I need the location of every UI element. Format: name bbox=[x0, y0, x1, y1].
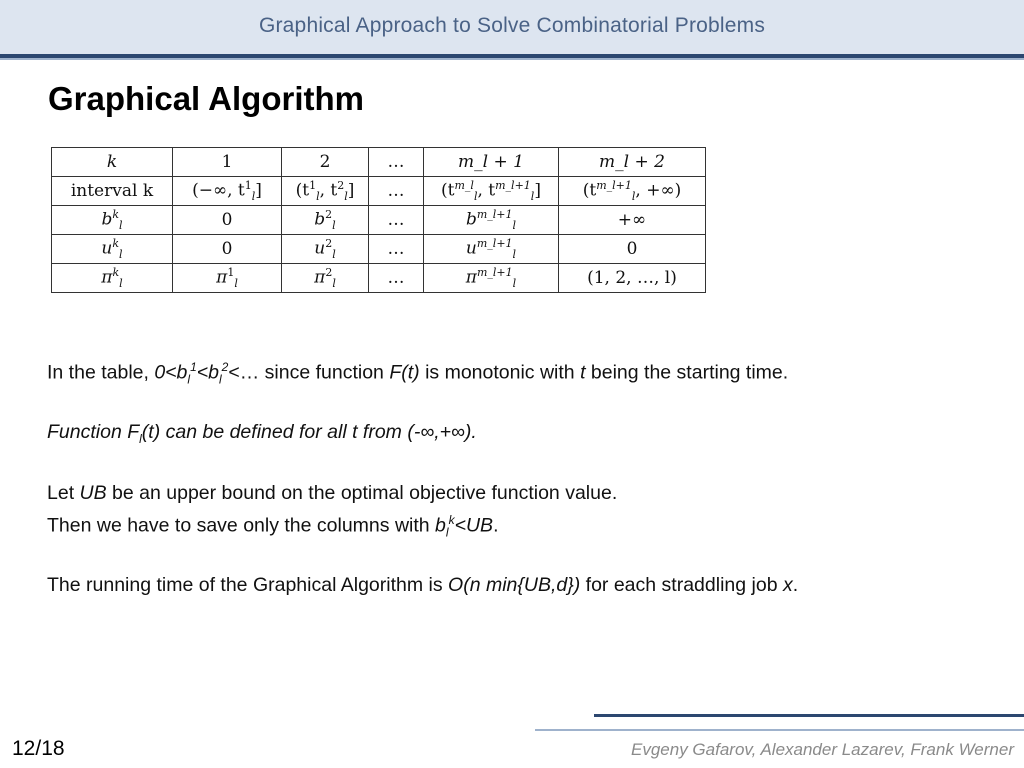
table-row bbox=[52, 148, 706, 177]
table-row bbox=[52, 264, 706, 293]
table-cell: … bbox=[369, 206, 424, 235]
footer-authors: Evgeny Gafarov, Alexander Lazarev, Frank Werner bbox=[631, 740, 1014, 759]
page-number: 12/18 bbox=[12, 737, 65, 760]
table-cell: 2 bbox=[282, 148, 369, 177]
paragraph-upper-bound: Let UB be an upper bound on the optimal objective function value. bbox=[47, 482, 618, 504]
table-cell: $b^{m\_l+1}_l$ bbox=[424, 206, 559, 235]
table-cell: ($t^{m\_l+1}_l$, +∞) bbox=[559, 177, 706, 206]
paragraph-function-domain: Function $F_l(t)$ can be defined for all t from (-∞,+∞). bbox=[47, 421, 477, 446]
table-cell: … bbox=[369, 235, 424, 264]
table-cell: 1 bbox=[173, 148, 282, 177]
table-cell: $\pi^2_l$ bbox=[282, 264, 369, 293]
algorithm-table bbox=[51, 147, 706, 293]
table-cell: $\pi^{m\_l+1}_l$ bbox=[424, 264, 559, 293]
table-cell: (1, 2, …, l) bbox=[559, 264, 706, 293]
table-cell: m_l + 2 bbox=[559, 148, 706, 177]
paragraph-running-time: The running time of the Graphical Algorithm is O(n min{UB,d}) for each straddling job x. bbox=[47, 574, 799, 596]
table-cell: … bbox=[369, 148, 424, 177]
table-cell: interval k bbox=[52, 177, 173, 206]
table-cell: $b^k_l$ bbox=[52, 206, 173, 235]
table-cell: ($t^{m\_l}_l$, $t^{m\_l+1}_l$] bbox=[424, 177, 559, 206]
footer-rule bbox=[594, 714, 1024, 717]
slide-header bbox=[0, 0, 1024, 54]
table-cell: … bbox=[369, 264, 424, 293]
table-cell: k bbox=[52, 148, 173, 177]
table-cell: $u^{m\_l+1}_l$ bbox=[424, 235, 559, 264]
table-cell: m_l + 1 bbox=[424, 148, 559, 177]
table-cell: $u^k_l$ bbox=[52, 235, 173, 264]
paragraph-save-columns: Then we have to save only the columns with $b_l^k<UB$. bbox=[47, 513, 499, 540]
table-cell: (−∞, $t^1_l$] bbox=[173, 177, 282, 206]
table-row bbox=[52, 206, 706, 235]
table-cell: +∞ bbox=[559, 206, 706, 235]
table-cell: ($t^1_l$, $t^2_l$] bbox=[282, 177, 369, 206]
table-cell: 0 bbox=[173, 206, 282, 235]
table-cell: 0 bbox=[559, 235, 706, 264]
paragraph-monotonic: In the table, $0<b_l^1<b_l^2<\dots$ since function F(t) is monotonic with t being the starting time. bbox=[47, 360, 789, 387]
table-cell: $u^2_l$ bbox=[282, 235, 369, 264]
header-rule-light bbox=[0, 58, 1024, 60]
slide-title: Graphical Algorithm bbox=[48, 80, 364, 117]
table-cell: $\pi^k_l$ bbox=[52, 264, 173, 293]
table-cell: $\pi^1_l$ bbox=[173, 264, 282, 293]
table-cell: … bbox=[369, 177, 424, 206]
footer-rule-light bbox=[535, 729, 1024, 731]
table-cell: 0 bbox=[173, 235, 282, 264]
table-cell: $b^2_l$ bbox=[282, 206, 369, 235]
header-title: Graphical Approach to Solve Combinatorial Problems bbox=[258, 14, 766, 37]
table-row bbox=[52, 235, 706, 264]
table-row bbox=[52, 177, 706, 206]
